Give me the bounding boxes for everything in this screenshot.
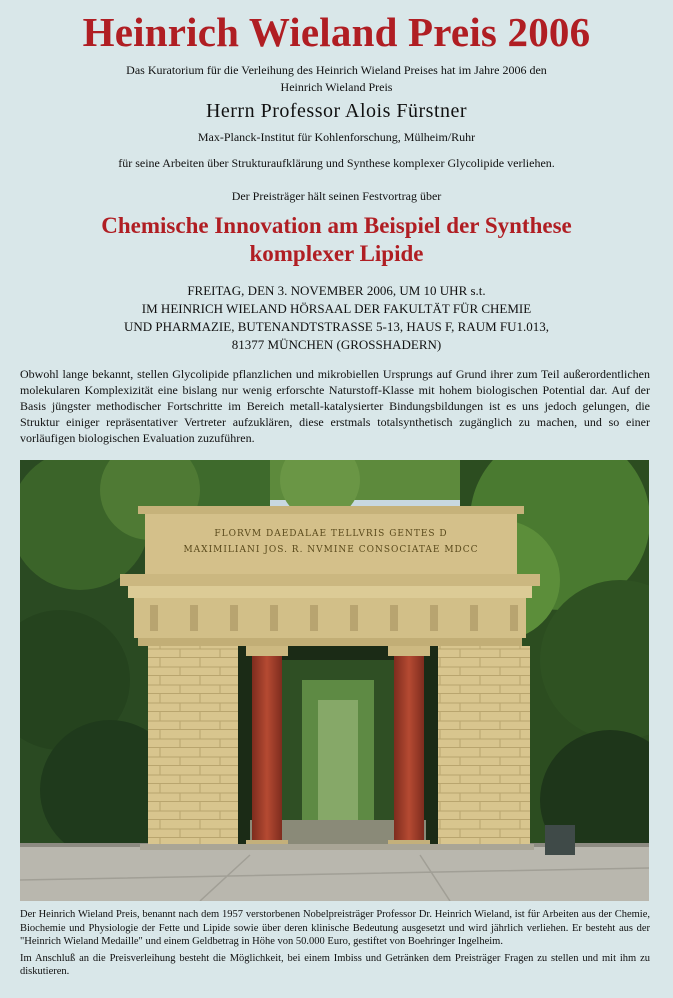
left-column (252, 656, 282, 842)
lecture-title-line-2: komplexer Lipide (249, 241, 424, 266)
footer-text (20, 908, 650, 982)
footer-paragraph-2: Im Anschluß an die Preisverleihung besteht die Möglichkeit, bei einem Imbiss und Getränken dem Preisträger Fragen zu stellen und mit ihm zu diskutieren. (20, 952, 650, 977)
left-pier (148, 646, 238, 844)
right-column (394, 656, 424, 842)
gate-illustration (20, 460, 649, 901)
event-date: FREITAG, DEN 3. NOVEMBER 2006, UM 10 UHR s.t. (187, 283, 486, 298)
inscription-line-2: MAXIMILIANI JOS. R. NVMINE CONSOCIATAE MDCC (183, 545, 479, 555)
footer-paragraph-1: Der Heinrich Wieland Preis, benannt nach dem 1957 verstorbenen Nobelpreisträger Professor Dr. Heinrich Wieland, ist für Arbeiten aus der Chemie, Biochemie und Physiologie der Fette und Lipide sowie über deren klinische Bedeutung ausgesetzt und wird jährlich verliehen. Er besteht aus der "Heinrich Wieland Medaille" und einem Geldbetrag in Höhe von 50.000 Euro, gestiftet von Boehringer Ingelheim. (20, 909, 650, 947)
event-location-1: IM HEINRICH WIELAND HÖRSAAL DER FAKULTÄT FÜR CHEMIE (141, 301, 532, 316)
lecture-title (20, 212, 653, 268)
waste-bin (545, 825, 575, 855)
right-pier (438, 646, 530, 844)
intro-line-2: Heinrich Wieland Preis (280, 80, 393, 94)
laureate-institute: Max-Planck-Institut für Kohlenforschung, Mülheim/Ruhr (197, 130, 476, 144)
intro-text (20, 62, 653, 96)
gate-attic (145, 512, 517, 574)
abstract-paragraph: Obwohl lange bekannt, stellen Glycolipide pflanzlichen und mikrobiellen Ursprungs auf Grund ihrer zum Teil außerordentlichen molekularen Komplexizität eine bislang nur wenig erforschte Naturstoff-Klasse mit hohem biologischen Potential dar. Auf der Basis jüngster methodischer Fortschritte im Bereich metall-katalysierter Bindungsbildungen ist es uns jedoch gelungen, die Struktur einiger repräsentativer Vertreter aufzuklären, diese erstmals totalsynthetisch zugänglich zu machen, und so einer vorläufigen biologischen Evaluation zuzuführen. (20, 367, 650, 445)
page-title: Heinrich Wieland Preis 2006 (82, 9, 591, 55)
event-location-3: 81377 MÜNCHEN (GROSSHADERN) (231, 337, 442, 352)
event-location-2: UND PHARMAZIE, BUTENANDTSTRASSE 5-13, HAUS F, RAUM FU1.013, (123, 319, 550, 334)
lecture-title-line-1: Chemische Innovation am Beispiel der Synthese (101, 213, 572, 238)
gate-photo (20, 460, 649, 901)
event-details (20, 282, 653, 354)
inscription-line-1: FLORVM DAEDALAE TELLVRIS GENTES D (214, 529, 448, 539)
intro-line-1: Das Kuratorium für die Verleihung des Heinrich Wieland Preises hat im Jahre 2006 den (126, 63, 547, 77)
award-reason: für seine Arbeiten über Strukturaufklärung und Synthese komplexer Glycolipide verliehen. (118, 156, 555, 170)
laureate-name: Herrn Professor Alois Fürstner (205, 100, 468, 122)
lecture-intro: Der Preisträger hält seinen Festvortrag über (231, 189, 442, 203)
